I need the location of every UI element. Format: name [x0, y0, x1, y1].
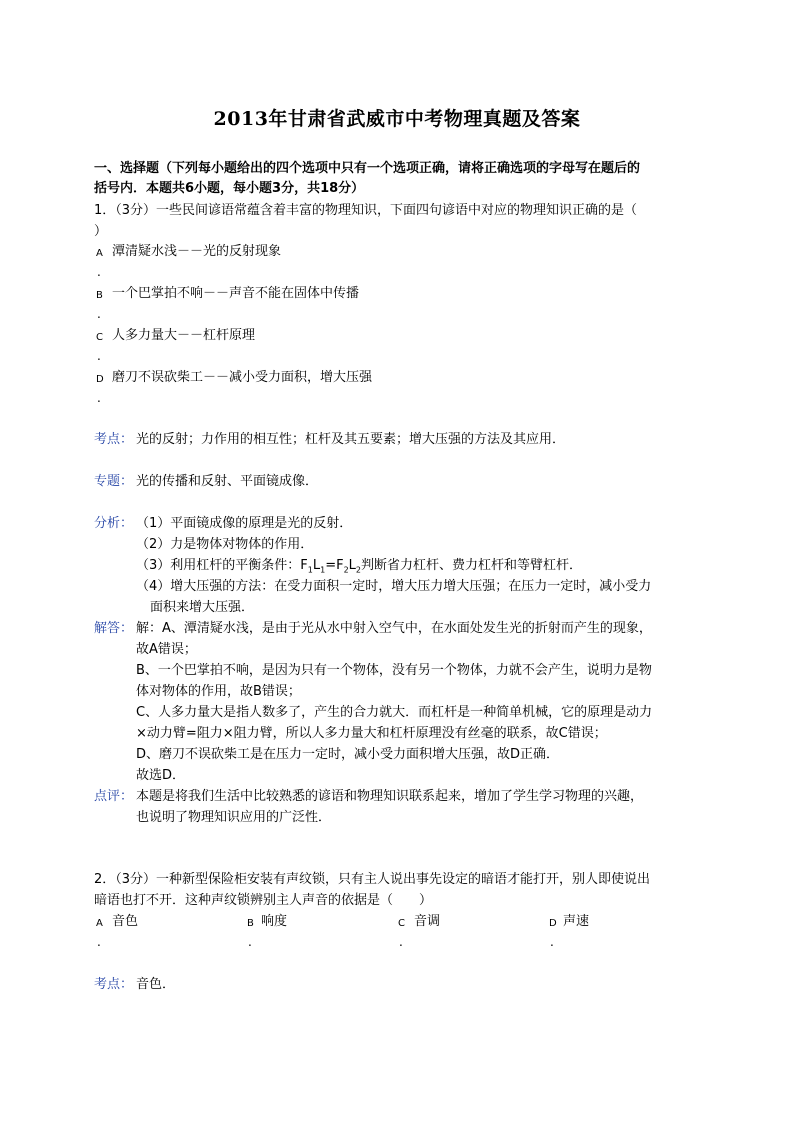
q1-kaodian-text: 光的反射；力作用的相互性；杠杆及其五要素；增大压强的方法及其应用．	[136, 432, 566, 447]
q2-option-c-text: 音调	[414, 914, 441, 929]
q1-option-b-text: 一个巴掌拍不响－－声音不能在固体中传播	[112, 286, 360, 301]
q2-option-c-dot: .	[399, 935, 403, 949]
q2-option-a-text: 音色	[112, 914, 139, 929]
q2-kaodian-text: 音色．	[136, 977, 176, 992]
q1-fenxi-line1: （1）平面镜成像的原理是光的反射．	[136, 516, 353, 531]
q1-fenxi-line3	[136, 558, 582, 579]
q1-stem-line1: 1．（3分）一些民间谚语常蕴含着丰富的物理知识，下面四句谚语中对应的物理知识正确的是（	[94, 203, 638, 218]
q2-stem-line2: 暗语也打不开．这种声纹锁辨别主人声音的依据是（ ）	[94, 893, 433, 908]
q1-option-b-letter: B	[96, 290, 103, 301]
q2-option-b-text: 响度	[261, 914, 288, 929]
q1-fenxi-sub1: 1	[307, 565, 313, 575]
q1-option-c-dot: .	[97, 349, 101, 363]
q2-kaodian-label: 考点：	[94, 977, 134, 992]
q1-fenxi-l1: L	[312, 558, 321, 573]
q2-option-d-letter: D	[549, 918, 557, 929]
q1-option-a-dot: .	[97, 265, 101, 279]
q2-option-b-dot: .	[248, 935, 252, 949]
q1-fenxi-eq: =F	[325, 558, 344, 573]
section-heading-line1: 一、选择题（下列每小题给出的四个选项中只有一个选项正确，请将正确选项的字母写在题后的	[94, 161, 641, 176]
q2-option-b-letter: B	[247, 918, 254, 929]
q1-jieda-line8: 故选D．	[136, 768, 186, 783]
q1-fenxi-l2: L	[348, 558, 356, 573]
q1-fenxi-sub4: 2	[355, 565, 361, 575]
q1-option-b-dot: .	[97, 307, 101, 321]
q1-jieda-label: 解答：	[94, 621, 134, 636]
q1-fenxi-label: 分析：	[94, 516, 134, 531]
q1-stem-line2: ）	[94, 224, 108, 239]
q2-stem-line1: 2．（3分）一种新型保险柜安装有声纹锁，只有主人说出事先设定的暗语才能打开，别人即使说出	[94, 872, 651, 887]
q1-jieda-line2: 故A错误；	[136, 642, 197, 657]
q1-kaodian-label: 考点：	[94, 432, 134, 447]
q1-dianping-line2: 也说明了物理知识应用的广泛性．	[136, 810, 332, 825]
q1-zhuanti-text: 光的传播和反射、平面镜成像．	[136, 474, 319, 489]
q1-dianping-line1: 本题是将我们生活中比较熟悉的谚语和物理知识联系起来，增加了学生学习物理的兴趣，	[136, 789, 644, 804]
q2-option-c-letter: C	[398, 918, 405, 929]
q2-option-d-dot: .	[550, 935, 554, 949]
q1-fenxi-line3-prefix: （3）利用杠杆的平衡条件：F	[136, 558, 308, 573]
q1-option-a-letter: A	[96, 248, 103, 259]
q1-fenxi-sub2: 1	[320, 565, 326, 575]
q2-option-d-text: 声速	[563, 914, 590, 929]
q1-jieda-line1: 解：A、潭清疑水浅，是由于光从水中射入空气中，在水面处发生光的折射而产生的现象，	[136, 621, 652, 636]
q1-fenxi-line2: （2）力是物体对物体的作用．	[136, 537, 314, 552]
q1-option-a-text: 潭清疑水浅－－光的反射现象	[112, 244, 282, 259]
q1-jieda-line6: ×动力臂=阻力×阻力臂，所以人多力量大和杠杆原理没有丝毫的联系，故C错误；	[136, 726, 607, 741]
q1-jieda-line7: D、磨刀不误砍柴工是在压力一定时，减小受力面积增大压强，故D正确．	[136, 747, 560, 762]
q1-fenxi-line3-suffix: 判断省力杠杆、费力杠杆和等臂杠杆．	[361, 558, 583, 573]
q1-option-c-letter: C	[96, 332, 103, 343]
q1-option-d-dot: .	[97, 391, 101, 405]
q1-zhuanti-label: 专题：	[94, 474, 134, 489]
q1-fenxi-line4: （4）增大压强的方法：在受力面积一定时，增大压力增大压强；在压力一定时，减小受力	[136, 579, 652, 594]
q2-option-a-dot: .	[97, 935, 101, 949]
q2-option-a-letter: A	[96, 918, 103, 929]
q1-jieda-line5: C、人多力量大是指人数多了，产生的合力就大．而杠杆是一种简单机械，它的原理是动力	[136, 705, 653, 720]
q1-option-c-text: 人多力量大－－杠杆原理	[112, 328, 256, 343]
q1-fenxi-sub3: 2	[343, 565, 349, 575]
q1-option-d-letter: D	[96, 374, 104, 385]
section-heading-line2: 括号内．本题共6小题，每小题3分，共18分）	[94, 181, 365, 196]
q1-fenxi-line5: 面积来增大压强．	[150, 600, 255, 615]
q1-jieda-line3: B、一个巴掌拍不响，是因为只有一个物体，没有另一个物体，力就不会产生，说明力是物	[136, 663, 652, 678]
page-title: 2013年甘肃省武威市中考物理真题及答案	[213, 108, 581, 130]
q1-dianping-label: 点评：	[94, 789, 134, 804]
q1-option-d-text: 磨刀不误砍柴工－－减小受力面积，增大压强	[112, 370, 373, 385]
q1-jieda-line4: 体对物体的作用，故B错误；	[136, 684, 301, 699]
